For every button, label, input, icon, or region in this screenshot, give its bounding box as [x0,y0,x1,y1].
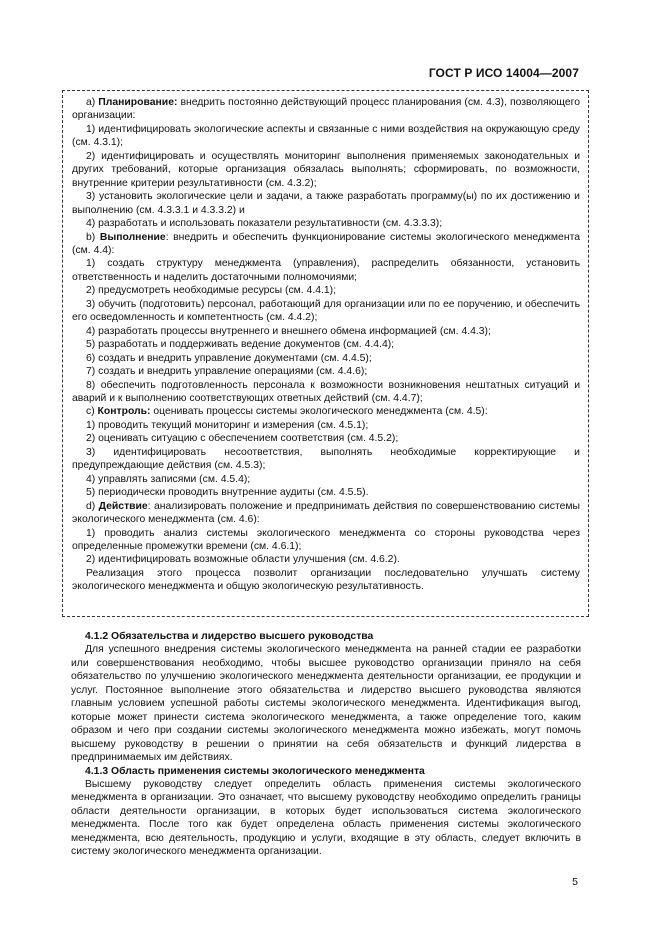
box-paragraph: 1) создать структуру менеджмента (управления), распределить обязанности, установить ответственность и наделить достаточными полномочиями; [72,258,580,283]
document-header: ГОСТ Р ИСО 14004—2007 [428,66,579,80]
box-paragraph: a) Планирование: внедрить постоянно действующий процесс планирования (см. 4.3), позволяющего организации: [72,97,580,122]
box-paragraph: 4) разработать процессы внутреннего и внешнего обмена информацией (см. 4.4.3); [86,325,491,337]
box-paragraph: 2) оценивать ситуацию с обеспечением соответствия (см. 4.5.2); [86,433,399,445]
box-paragraph: d) Действие: анализировать положение и предпринимать действия по совершенствованию системы экологического менеджмента (см. 4.6): [72,500,580,526]
pdca-framed-box [62,90,589,617]
box-paragraph: 7) создать и внедрить управление операциями (см. 4.4.6); [86,366,368,378]
box-paragraph: 5) разработать и поддерживать ведение документов (см. 4.4.4); [86,339,395,351]
box-paragraph: 3) обучить (подготовить) персонал, работающий для организации или по ее поручению, и обеспечить его осведомленность и компетентность (см. 4.4.2); [72,298,580,324]
box-paragraph: 4) управлять записями (см. 4.5.4); [86,473,251,485]
box-paragraph: Реализация этого процесса позволит организации последовательно улучшать систему экологического менеджмента и общую экологическую результативность. [72,567,580,593]
box-paragraph: 8) обеспечить подготовленность персонала к возможности возникновения нештатных ситуаций и аварий и к выполнению соответствующих ответных действий (см. 4.4.7); [72,379,580,404]
box-paragraph: 2) идентифицировать и осуществлять мониторинг выполнения применяемых законодательных и других требований, которые организация обязалась выполнять; сформировать, по возможности, внутренние критерии результативности (см. 4.3.2); [72,150,580,189]
box-paragraph: 5) периодически проводить внутренние аудиты (см. 4.5.5). [86,487,369,499]
main-text [62,630,589,859]
section-paragraph-4-1-3: Высшему руководству следует определить область применения системы экологического менеджмента в организации. Это означает, что высшему руководству необходимо определить границы области деятельности организации, в которых будет использоваться система экологического менеджмента. После того как будет определена область применения системы экологического менеджмента, всю деятельность, продукцию и услуги, входящие в эту область, следует включить в систему экологического менеджмента организации. [71,778,581,858]
section-paragraph-4-1-2: Для успешного внедрения системы экологического менеджмента на ранней стадии ее разработки или совершенствования необходимо, чтобы высшее руководство организации приняло на себя обязательство по улучшению экологического менеджмента деятельности организации, ее продукции и услуг. Постоянное выполнение этого обязательства и лидерство высшего руководства являются главным условием успешной работы системы экологического менеджмента. Идентификация выгод, которые может принести система экологического менеджмента, а также определение того, каким образом и чего при создании системы экологического менеджмента можно избежать, могут помочь высшему руководству в решении о принятии на себя обязательств и функций лидерства в предпринимаемых им действиях. [71,644,581,764]
box-paragraph: c) Контроль: оценивать процессы системы экологического менеджмента (см. 4.5): [86,406,488,418]
box-paragraph: 2) предусмотреть необходимые ресурсы (см. 4.4.1); [86,285,337,297]
box-paragraph: 1) проводить текущий мониторинг и измерения (см. 4.5.1); [86,419,369,431]
box-paragraph: b) Выполнение: внедрить и обеспечить функционирование системы экологического менеджмента (см. 4.4): [72,231,580,256]
section-heading-4-1-3: 4.1.3 Область применения системы экологического менеджмента [85,765,425,777]
section-heading-4-1-2: 4.1.2 Обязательства и лидерство высшего руководства [85,631,374,642]
page-number: 5 [572,876,578,888]
box-paragraph: 6) создать и внедрить управление документами (см. 4.4.5); [86,352,372,364]
box-paragraph: 3) идентифицировать несоответствия, выполнять необходимые корректирующие и предупреждающие действия (см. 4.5.3); [72,446,580,472]
box-paragraph: 1) проводить анализ системы экологического менеджмента со стороны руководства через определенные промежутки времени (см. 4.6.1); [72,527,580,552]
box-paragraph: 2) идентифицировать возможные области улучшения (см. 4.6.2). [86,554,400,566]
box-paragraph: 4) разработать и использовать показатели результативности (см. 4.3.3.3); [86,218,443,230]
box-paragraph: 1) идентифицировать экологические аспекты и связанные с ними воздействия на окружающую среду (см. 4.3.1); [72,123,580,149]
box-paragraph: 3) установить экологические цели и задачи, а также разработать программу(ы) по их достижению и выполнению (см. 4.3.3.1 и 4.3.3.2) и [72,191,580,216]
